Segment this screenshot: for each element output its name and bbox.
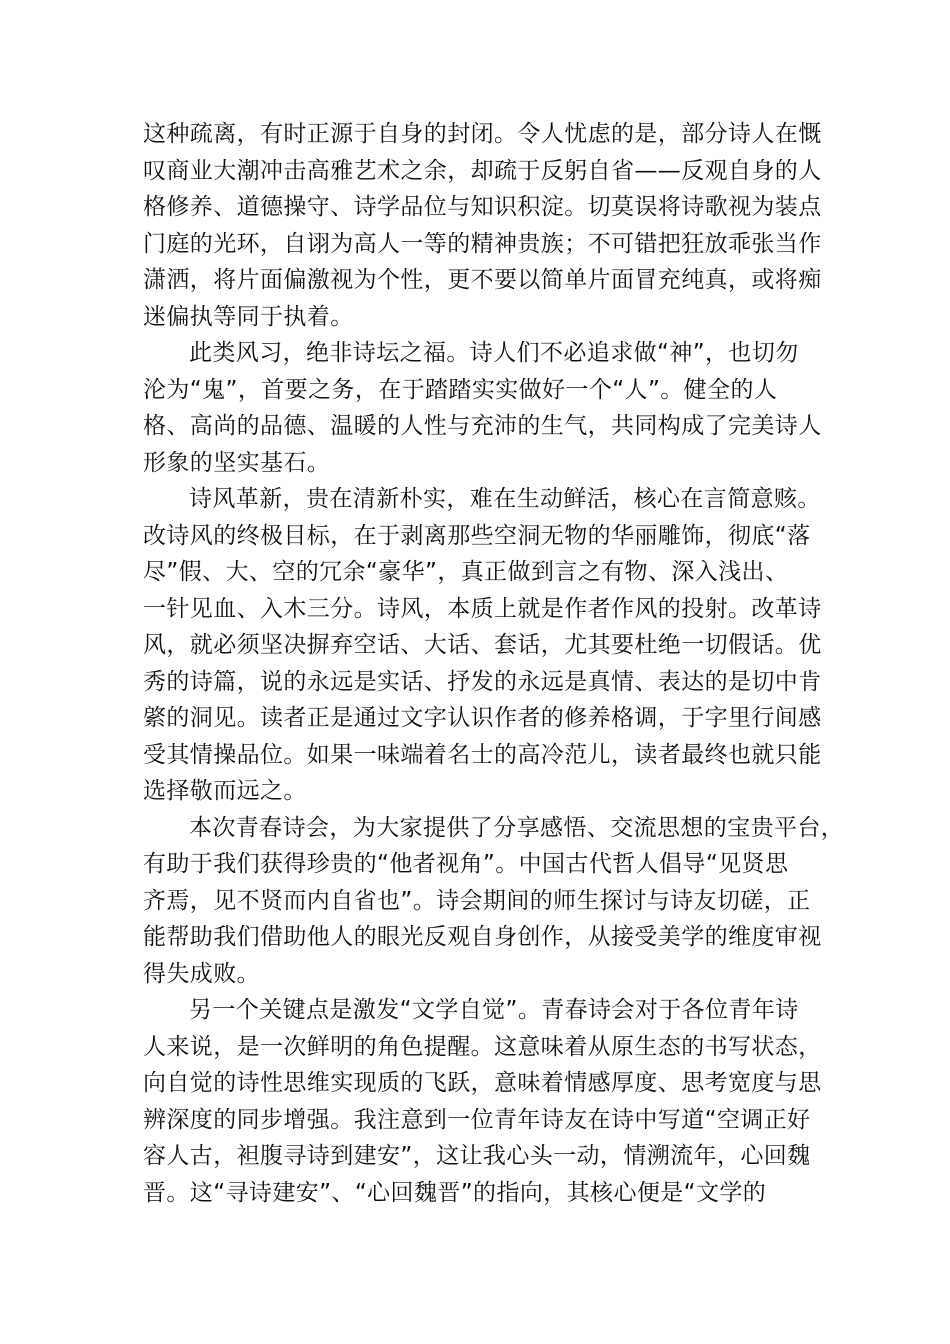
text-line: 晋。这“寻诗建安”、“心回魏晋”的指向，其核心便是“文学的 — [143, 1179, 767, 1206]
text-line: 沦为“鬼”，首要之务，在于踏踏实实做好一个“人”。健全的人 — [143, 376, 778, 403]
text-line: 格、高尚的品德、温暖的人性与充沛的生气，共同构成了完美诗人 — [143, 413, 822, 439]
text-line: 秀的诗篇，说的永远是实话、抒发的永远是真情、表达的是切中肯 — [143, 668, 822, 695]
text-line: 容人古，袒腹寻诗到建安”，这让我心头一动，情溯流年，心回魏 — [143, 1143, 811, 1169]
text-line: 向自觉的诗性思维实现质的飞跃，意味着情感厚度、思考宽度与思 — [143, 1070, 822, 1096]
text-line: 綮的洞见。读者正是通过文字认识作者的修养格调，于字里行间感 — [143, 705, 822, 731]
text-line: 迷偏执等同于执着。 — [143, 303, 354, 330]
text-line: 受其情操品位。如果一味端着名士的高冷范儿，读者最终也就只能 — [143, 741, 822, 768]
text-line: 门庭的光环，自诩为高人一等的精神贵族；不可错把狂放乖张当作 — [143, 230, 822, 257]
text-line: 辨深度的同步增强。我注意到一位青年诗友在诗中写道“空调正好 — [143, 1106, 811, 1133]
paragraph-first-line: 诗风革新，贵在清新朴实，难在生动鲜活，核心在言简意赅。 — [189, 486, 821, 512]
text-line: 选择敬而远之。 — [143, 778, 307, 804]
text-line: 得失成败。 — [143, 960, 260, 987]
text-line: 改诗风的终极目标，在于剥离那些空洞无物的华丽雕饰，彻底“落 — [143, 522, 811, 549]
paragraph-first-line: 本次青春诗会，为大家提供了分享感悟、交流思想的宝贵平台， — [189, 814, 845, 841]
text-line: 这种疏离，有时正源于自身的封闭。令人忧虑的是，部分诗人在慨 — [143, 121, 822, 147]
text-line: 风，就必须坚决摒弃空话、大话、套话，尤其要杜绝一切假话。优 — [143, 632, 822, 658]
text-line: 能帮助我们借助他人的眼光反观自身创作，从接受美学的维度审视 — [143, 924, 822, 950]
text-line: 潇洒，将片面偏激视为个性，更不要以简单片面冒充纯真，或将痴 — [143, 267, 822, 293]
text-line: 有助于我们获得珍贵的“他者视角”。中国古代哲人倡导“见贤思 — [143, 851, 789, 877]
text-line: 一针见血、入木三分。诗风，本质上就是作者作风的投射。改革诗 — [143, 595, 822, 622]
text-line: 格修养、道德操守、诗学品位与知识积淀。切莫误将诗歌视为装点 — [143, 194, 822, 220]
paragraph-first-line: 另一个关键点是激发“文学自觉”。青春诗会对于各位青年诗 — [189, 997, 799, 1023]
text-line: 尽”假、大、空的冗余“豪华”，真正做到言之有物、深入浅出、 — [143, 559, 789, 585]
text-line: 形象的坚实基石。 — [143, 449, 331, 476]
text-line: 叹商业大潮冲击高雅艺术之余，却疏于反躬自省——反观自身的人 — [143, 157, 822, 184]
text-line: 齐焉，见不贤而内自省也”。诗会期间的师生探讨与诗友切磋，正 — [143, 887, 811, 914]
document-body — [143, 116, 845, 1211]
text-line: 人来说，是一次鲜明的角色提醒。这意味着从原生态的书写状态， — [143, 1033, 822, 1060]
paragraph-first-line: 此类风习，绝非诗坛之福。诗人们不必追求做“神”，也切勿 — [189, 340, 799, 366]
